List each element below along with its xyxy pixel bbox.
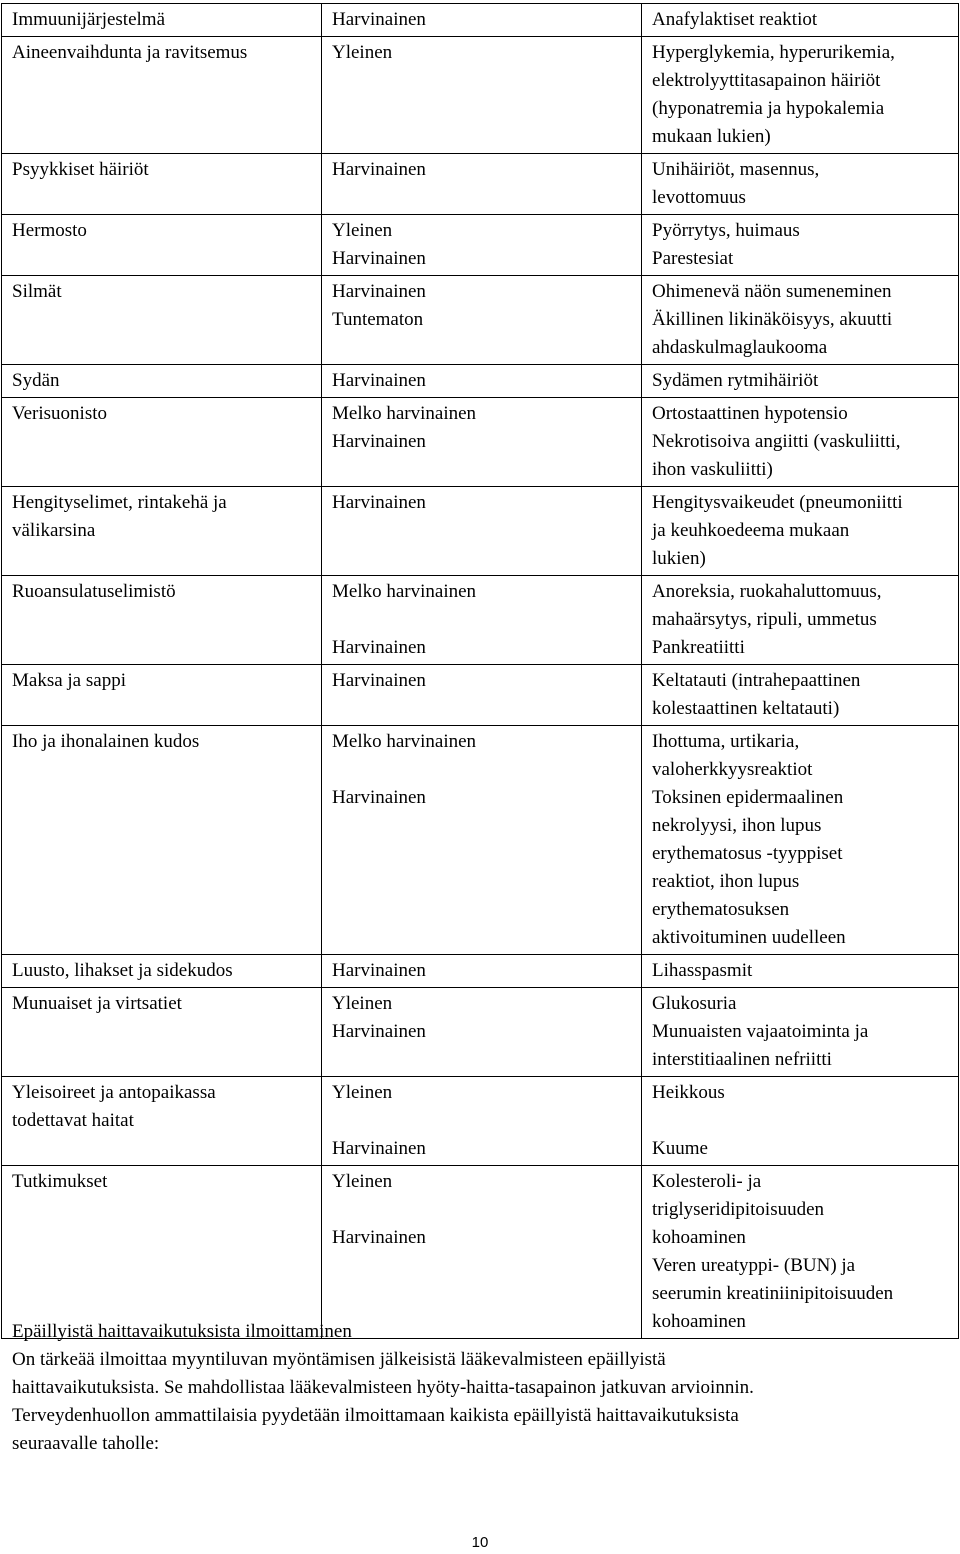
adverse-effect-cell [642,665,959,726]
frequency-text: Harvinainen [332,1138,426,1159]
table-row [2,988,959,1077]
organ-class-cell [2,665,322,726]
frequency-text: Harvinainen [332,637,426,658]
table-row [2,215,959,276]
adverse-effect-text: Keltatauti (intrahepaattinen [652,670,861,691]
frequency-text: Yleinen [332,42,393,63]
frequency-text: Harvinainen [332,248,426,269]
frequency-cell [322,1077,642,1166]
frequency-text: Melko harvinainen [332,731,477,752]
adverse-effect-cell [642,487,959,576]
adverse-effect-text: kohoaminen [652,1227,746,1248]
organ-class-cell [2,4,322,37]
adverse-effect-text: Nekrotisoiva angiitti (vaskuliitti, [652,431,901,452]
adverse-effect-text: Unihäiriöt, masennus, [652,159,820,180]
organ-class-cell [2,365,322,398]
frequency-cell [322,276,642,365]
table-row [2,576,959,665]
organ-class-text: välikarsina [12,520,96,541]
adverse-effect-text: levottomuus [652,187,746,208]
frequency-text: Yleinen [332,220,393,241]
organ-class-text: Verisuonisto [12,403,107,424]
reporting-line: seuraavalle taholle: [12,1433,160,1454]
adverse-effect-cell [642,215,959,276]
frequency-text: Harvinainen [332,9,426,30]
blank-line [332,1107,635,1135]
table-row [2,1077,959,1166]
adverse-effect-cell [642,1077,959,1166]
adverse-effect-text: Sydämen rytmihäiriöt [652,370,819,391]
adverse-effect-text: (hyponatremia ja hypokalemia [652,98,885,119]
adverse-effect-text: Ortostaattinen hypotensio [652,403,848,424]
adverse-effect-text: Veren ureatyppi- (BUN) ja [652,1255,856,1276]
adverse-effect-text: Ohimenevä näön sumeneminen [652,281,892,302]
adverse-effect-cell [642,365,959,398]
organ-class-cell [2,1166,322,1339]
adverse-effect-text: Heikkous [652,1082,725,1103]
adverse-effect-text: kolestaattinen keltatauti) [652,698,840,719]
adverse-effect-cell [642,276,959,365]
frequency-cell [322,665,642,726]
adverse-effect-text: aktivoituminen uudelleen [652,927,846,948]
organ-class-cell [2,1077,322,1166]
adverse-effect-cell [642,37,959,154]
organ-class-cell [2,215,322,276]
adverse-effect-text: mukaan lukien) [652,126,771,147]
organ-class-cell [2,576,322,665]
adverse-effect-cell [642,154,959,215]
frequency-cell [322,726,642,955]
organ-class-text: Maksa ja sappi [12,670,126,691]
table-row [2,1166,959,1339]
frequency-cell [322,988,642,1077]
reporting-line: Terveydenhuollon ammattilaisia pyydetään ilmoittamaan kaikista epäillyistä haittavaikutuksista [12,1405,739,1426]
frequency-cell [322,215,642,276]
organ-class-cell [2,154,322,215]
reporting-section [12,1318,942,1458]
table-row [2,398,959,487]
adverse-effect-text: ja keuhkoedeema mukaan [652,520,850,541]
blank-line [332,756,635,784]
adverse-effect-cell [642,4,959,37]
adverse-effect-text: Munuaisten vajaatoiminta ja [652,1021,869,1042]
adverse-effect-text: ahdaskulmaglaukooma [652,337,828,358]
table-row [2,365,959,398]
organ-class-text: Hengityselimet, rintakehä ja [12,492,227,513]
adverse-effect-text: erythematosuksen [652,899,790,920]
adverse-effects-table-body [2,4,959,1339]
organ-class-cell [2,726,322,955]
frequency-cell [322,1166,642,1339]
adverse-effect-text: Kuume [652,1138,708,1159]
frequency-text: Harvinainen [332,670,426,691]
frequency-text: Harvinainen [332,370,426,391]
blank-line [332,606,635,634]
table-row [2,4,959,37]
frequency-text: Tuntematon [332,309,424,330]
organ-class-text: Luusto, lihakset ja sidekudos [12,960,233,981]
adverse-effect-text: triglyseridipitoisuuden [652,1199,825,1220]
adverse-effect-text: ihon vaskuliitti) [652,459,773,480]
frequency-text: Harvinainen [332,787,426,808]
organ-class-cell [2,276,322,365]
table-row [2,154,959,215]
adverse-effect-cell [642,988,959,1077]
organ-class-cell [2,487,322,576]
frequency-cell [322,154,642,215]
adverse-effect-text: Glukosuria [652,993,737,1014]
frequency-cell [322,365,642,398]
adverse-effect-text: elektrolyyttitasapainon häiriöt [652,70,881,91]
reporting-line: haittavaikutuksista. Se mahdollistaa lääkevalmisteen hyöty-haitta-tasapainon jatkuvan arvioinnin. [12,1377,754,1398]
reporting-heading: Epäillyistä haittavaikutuksista ilmoittaminen [12,1321,352,1342]
adverse-effect-text: lukien) [652,548,706,569]
adverse-effect-text: Lihasspasmit [652,960,753,981]
adverse-effect-text: Hyperglykemia, hyperurikemia, [652,42,895,63]
frequency-text: Melko harvinainen [332,403,477,424]
organ-class-text: Iho ja ihonalainen kudos [12,731,200,752]
table-row [2,726,959,955]
table-row [2,276,959,365]
organ-class-text: Tutkimukset [12,1171,108,1192]
organ-class-text: Silmät [12,281,62,302]
organ-class-text: Ruoansulatuselimistö [12,581,176,602]
frequency-cell [322,37,642,154]
organ-class-cell [2,955,322,988]
adverse-effect-text: Toksinen epidermaalinen [652,787,844,808]
frequency-text: Harvinainen [332,1227,426,1248]
frequency-text: Harvinainen [332,431,426,452]
frequency-text: Harvinainen [332,1021,426,1042]
frequency-text: Yleinen [332,1082,393,1103]
frequency-cell [322,487,642,576]
adverse-effect-text: Kolesteroli- ja [652,1171,762,1192]
frequency-text: Harvinainen [332,159,426,180]
adverse-effect-cell [642,398,959,487]
frequency-cell [322,398,642,487]
adverse-effect-text: Anoreksia, ruokahaluttomuus, [652,581,882,602]
organ-class-cell [2,398,322,487]
frequency-cell [322,955,642,988]
adverse-effect-text: valoherkkyysreaktiot [652,759,813,780]
adverse-effects-table [1,3,959,1339]
page-number: 10 [471,1534,489,1551]
organ-class-text: Hermosto [12,220,87,241]
adverse-effect-text: Hengitysvaikeudet (pneumoniitti [652,492,903,513]
frequency-text: Harvinainen [332,492,426,513]
adverse-effect-text: mahaärsytys, ripuli, ummetus [652,609,877,630]
adverse-effect-text: Äkillinen likinäköisyys, akuutti [652,309,893,330]
organ-class-text: Yleisoireet ja antopaikassa [12,1082,216,1103]
adverse-effect-text: Parestesiat [652,248,734,269]
reporting-line: On tärkeää ilmoittaa myyntiluvan myöntämisen jälkeisistä lääkevalmisteen epäillyistä [12,1349,666,1370]
organ-class-text: Sydän [12,370,60,391]
adverse-effect-text: Anafylaktiset reaktiot [652,9,818,30]
organ-class-cell [2,988,322,1077]
frequency-text: Melko harvinainen [332,581,477,602]
adverse-effect-text: erythematosus -tyyppiset [652,843,843,864]
adverse-effect-cell [642,955,959,988]
adverse-effect-cell [642,576,959,665]
table-row [2,37,959,154]
blank-line [652,1107,952,1135]
frequency-text: Yleinen [332,993,393,1014]
organ-class-text: Aineenvaihdunta ja ravitsemus [12,42,248,63]
table-row [2,665,959,726]
adverse-effect-cell [642,726,959,955]
organ-class-cell [2,37,322,154]
adverse-effect-text: interstitiaalinen nefriitti [652,1049,832,1070]
frequency-cell [322,576,642,665]
organ-class-text: todettavat haitat [12,1110,134,1131]
adverse-effect-text: Pankreatiitti [652,637,745,658]
adverse-effect-text: kohoaminen [652,1311,746,1332]
frequency-text: Harvinainen [332,960,426,981]
table-row [2,487,959,576]
organ-class-text: Psyykkiset häiriöt [12,159,149,180]
adverse-effect-text: reaktiot, ihon lupus [652,871,800,892]
organ-class-text: Immuunijärjestelmä [12,9,166,30]
table-row [2,955,959,988]
adverse-effect-text: nekrolyysi, ihon lupus [652,815,822,836]
frequency-cell [322,4,642,37]
frequency-text: Harvinainen [332,281,426,302]
organ-class-text: Munuaiset ja virtsatiet [12,993,182,1014]
adverse-effect-text: Pyörrytys, huimaus [652,220,800,241]
adverse-effect-text: Ihottuma, urtikaria, [652,731,800,752]
blank-line [332,1196,635,1224]
adverse-effect-cell [642,1166,959,1339]
adverse-effect-text: seerumin kreatiniinipitoisuuden [652,1283,894,1304]
frequency-text: Yleinen [332,1171,393,1192]
